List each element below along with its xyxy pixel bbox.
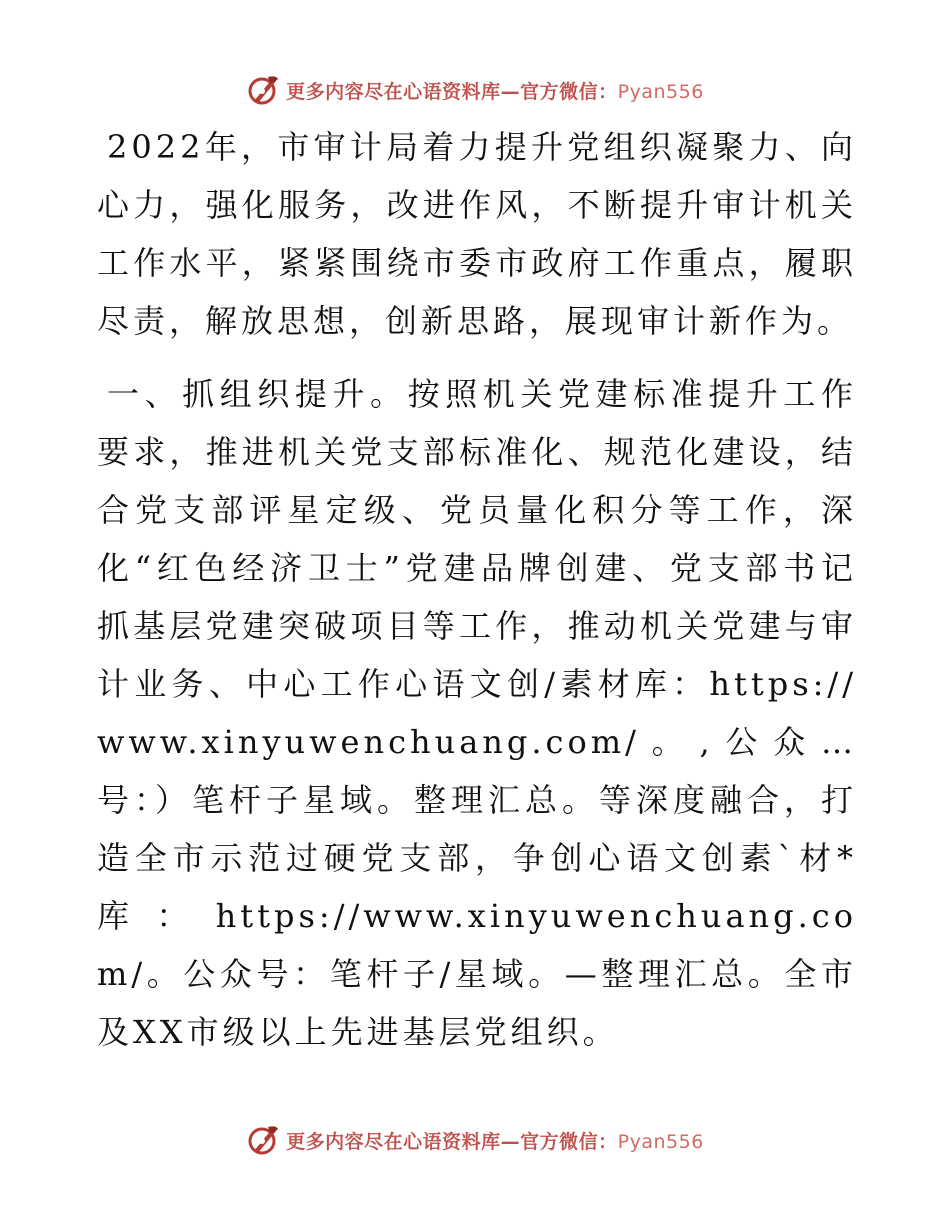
document-body [97, 118, 857, 1061]
quill-pen-logo-icon [246, 1123, 280, 1157]
watermark-text: 更多内容尽在心语资料库—官方微信：Pyan556 [286, 1130, 704, 1153]
watermark-text: 更多内容尽在心语资料库—官方微信：Pyan556 [286, 80, 704, 103]
footer-watermark [0, 1120, 950, 1160]
quill-pen-logo-icon [246, 73, 280, 107]
paragraph-organization: 一、抓组织提升。按照机关党建标准提升工作要求，推进机关党支部标准化、规范化建设，结合党支部评星定级、党员量化积分等工作，深化“红色经济卫士”党建品牌创建、党支部书记抓基层党建突破项目等工作，推动机关党建与审计业务、中心工作心语文创/素材库：https://www.xinyuwenchuang.com/。,公众…号：）笔杆子星域。整理汇总。等深度融合，打造全市示范过硬党支部，争创心语文创素`材*库：https://www.xinyuwenchuang.com/。公众号：笔杆子/星域。—整理汇总。全市及XX市级以上先进基层党组织。 [97, 375, 857, 1051]
paragraph-intro: 2022年，市审计局着力提升党组织凝聚力、向心力，强化服务，改进作风，不断提升审计机关工作水平，紧紧围绕市委市政府工作重点，履职尽责，解放思想，创新思路，展现审计新作为。 [97, 128, 857, 340]
header-watermark [0, 70, 950, 110]
